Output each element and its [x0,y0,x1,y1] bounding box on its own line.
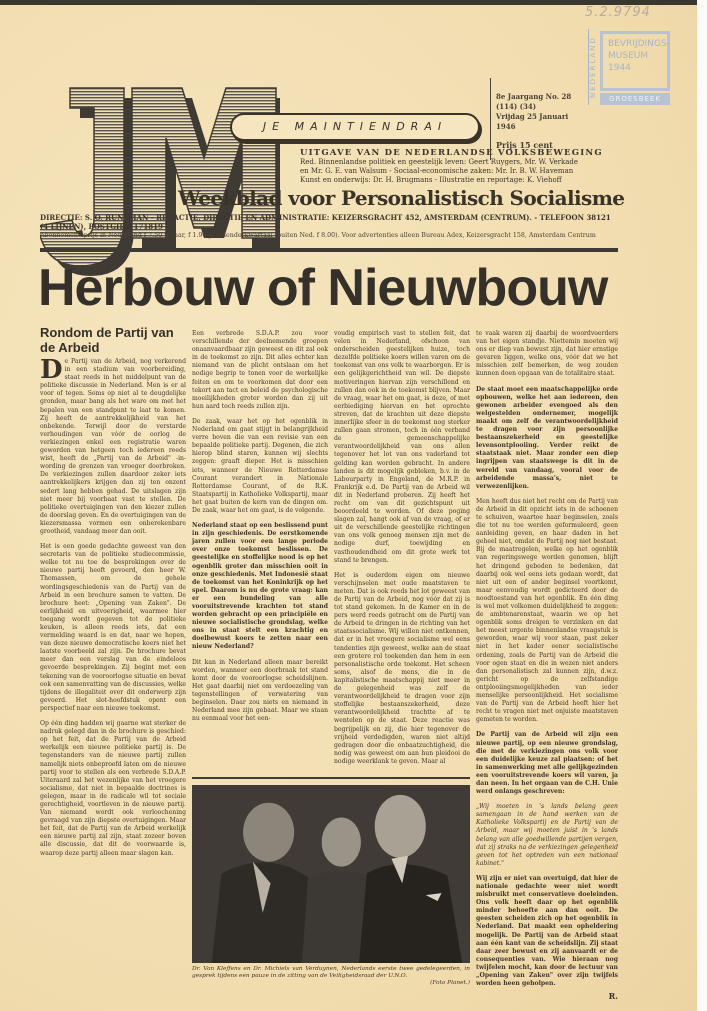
stamp-bottom-text: GROESBEEK [600,93,670,105]
stamp-line: BEVRIJDINGS- [608,39,670,49]
article-column-1 [40,355,186,865]
paragraph: Een verbrede S.D.A.P. zou voor verschillende der deelnemende groepen onaanvaardbaar zijn geweest en dit zal ook in de toekomst zo zijn. Dit alles echter kan niemand van de plicht ontslaan om het nodige begrip te tonen voor de werkelijke feiten en om te voorkomen dat door een tekort aan tact en beleid de psychologische moeilijkheden groter worden dan zij uit hun aard toch reeds zullen zijn. [192,330,328,410]
stamp-line: 1944 [608,63,631,73]
paper-subtitle: Weekblad voor Personalistisch Socialisme [178,186,625,210]
paragraph: te vaak waren zij daarbij de woordvoerders van het eigen standje. Niettemin moeten wij ons er diep van bewust zijn, dat hier ernstige gevaren liggen, welke ons, vóór dat we het misschien zelf bemerken, de weg zouden kunnen doen opgaan van de totalitaire staat. [476,330,618,378]
photo-block [192,777,470,987]
subscription-line: Abonnementsprijs in Nederland f 7.50 p. jaar, f 1.90 p. kalenderkwartaal (buiten Ned. f 8.00). Voor advertenties alleen Bureau Adex, Keizersgracht 158, Amsterdam Centrum [40,232,596,239]
publisher-block [300,148,618,185]
paragraph: Op één ding hadden wij gaarne wat sterker de nadruk gelegd dan in de brochure is geschied: op het feit, dat de Partij van de Arbeid werkelijk een nieuwe politieke partij is. De tegenstanders van de nieuwe partij zullen namelijk niets onbeproefd laten om de nieuwe partij voor te stellen als een verbrede S.D.A.P. Uiteraard zal het wezenlijke van het vroegere socialisme, dat niet in bepaalde doctrines is gelegen, maar in de radicale wil tot sociale gerechtigheid, voortleven in de nieuwe partij. Van niemand wordt ook verloochening gevraagd van zijn diepste overtuigingen. Maar het feit, dat de Partij van de Arbeid werkelijk een nieuwe partij zal zijn, staat zozeer boven alle discussie, dat dit de voorwaarde is, waarop deze partij alleen maar slagen kan. [40,720,186,857]
paragraph-bold: De Partij van de Arbeid wil zijn een nieuwe partij, op een nieuwe grondslag, die met de verkiezingen ons volk voor een duidelijke keuze zal plaatsen: of het in samenwerking met alle gelijkgezinden een vooruitstrevende koers wil varen, ja dan neen. In het orgaan van de C.H. Unie werd onlangs geschreven: [476,731,618,796]
scan-right-edge [697,0,707,1011]
issue-number: 8e Jaargang No. 28 (114) (34) [496,92,572,111]
paragraph: voudig empirisch vast te stellen feit, dat velen in Nederland, ofschoon van onderscheiden geestelijken huize, toch dezelfde politieke koers willen varen om de toekomst van ons volk te waarborgen. Er is een gelijkgerichtheid van wil. De diepste motiveringen hiervan zijn verschillend en zullen dan ook in de toekomst blijven. Maar de vraag, waar het om gaat, is deze, of met eerbiediging hiervan en het oprechte streven, dat de krachten uit deze diepste innerlijke sfeer in de toekomst nog sterker zullen gaan stromen, toch in één verband de gemeenschappelijke verantwoordelijkheid van ons allen tegenover het lot van ons vaderland tot gelding kan worden gebracht. In andere landen is dit mogelijk gebleken, b.v. in de Labourparty in Engeland, de M.R.P. in Frankrijk e.d. De Partij van de Arbeid wil dit in Nederland proberen. Zij heeft het recht om van dit gezichtspunt uit beoordeeld te worden. Of deze poging slagen zal, hangt ook af van de vraag, of er uit de verschillende geestelijke richtingen van ons volk genoeg mensen zijn met de nodige durf, toewijding en vasthoudendheid om dit grote werk tot stand te brengen. [334,330,470,564]
issue-price: Prijs 15 cent [496,140,553,150]
photo-credit: (Foto Planet.) [430,980,470,986]
museum-stamp [588,27,674,107]
news-photo [192,785,470,963]
issue-info [496,92,582,150]
jm-logo [40,58,280,288]
article-kicker: Rondom de Partij van de Arbeid [40,325,174,355]
quote-paragraph: „Wij moeten in 's lands belang geen samengaan in de hand werken van de Katholieke Volkspartij en de Partij van de Arbeid, maar wij moeten juist in 's lands belang van alle goedwillende partijen vergen, dat zij straks na de verkiezingen gelegenheid geven tot het optreden van een nationaal kabinet." [476,803,618,867]
paragraph-bold: Wij zijn er niet van overtuigd, dat hier de nationale gedachte weer niet wordt misbruikt met conservatieve doeleinden. Ons volk heeft daar op het ogenblik minder behoefte aan dan ooit. De geesten scheiden zich op het ogenblik in Nederland. Dat maakt een opheldering mogelijk. De Partij van de Arbeid staat aan één kant van de scheidslijn. Zij staat daar zeer bewust en zij aanvaardt er de consequenties van. Wie hieraan nog twijfelen mocht, kan door de lectuur van „Opening van Zaken" over zijn twijfels worden heen geholpen. [476,874,618,988]
issue-date: Vrijdag 25 Januari 1946 [496,112,569,131]
paragraph: De zaak, waar het op het ogenblik in Nederland om gaat stijgt in belangrijkheid verre boven die van een revisie van een bepaalde politieke partij. Degenen, die zich hierop blind staren, kunnen wij slechts zeggen: graaft dieper. Het is misschien iets, wanneer de Nieuwe Rotterdamse Courant verandert in Nationale Rotterdamse Courant, of de R.K. Staatspartij in Katholieke Volkspartij, maar het gaat buiten de kern van de dingen om. De zaak, waar het om gaat, is de volgende. [192,417,328,514]
paragraph: Het is een goede gedachte geweest van den secretaris van de politieke studiecommissie, welke tot nu toe de besprekingen over de nieuwe partij heeft gevoerd, den heer W. Thomassen, om de gehele wordingsgeschiedenis van de Partij van de Arbeid in een brochure samen te vatten. De brochure heet: „Opening van Zaken". De eerlijkheid en uitvoerigheid, waarmee hier toegang wordt gegeven tot de politieke keuken, is alleen reeds iets, dat een vermelding waard is en dat, naar we hopen, van deze nieuwe democratische koers niet het laatste voorbeeld zal zijn. De brochure bevat meer dan een verslag van de eindeloos gevoerde besprekingen. Zij begint met een tekening van de vooroorlogse situatie en bevat ook een samenvatting van de discussies, welke tijdens de illegaliteit over dit onderwerp zijn gevoerd. Het slot-hoofdstuk opent een perspectief naar een nieuwe toekomst. [40,543,186,712]
author-signature: R. [608,991,618,1002]
direction-line: DIRECTIE: S. O. RUNEMAN - REDACTIE, DIRECTIE EN ADMINISTRATIE: KEIZERSGRACHT 452, AMSTERDAM (CENTRUM). - TELEFOON 38121 (4 LIJNEN), POSTGIRO 171819 [40,213,611,231]
editors-line: Kunst en onderwijs: Dr. H. Brugmans - Illustratie en reportage: K. Viehoff [300,176,562,184]
motto-banner: JE MAINTIENDRAI [230,113,480,141]
paragraph: Men heeft dus niet het recht om de Partij van de Arbeid in dit opzicht iets in de schoenen te schuiven, waartoe haar beginselen, zoals die tot nu toe werden geformuleerd, geen aanleiding geven, en haar daden in het geheel niet, omdat de Partij nog niet bestaat. Bij de maatregelen, welke op het ogenblik van regeringswege worden genomen, blijft het dringend geboden te bedenken, dat daarbij ook wel eens iets gedaan wordt, dat niet uit een of ander beginsel voortkomt, maar eenvoudig wordt gedicteerd door de noodtoestand van het ogenblik. En één ding is wel met volkomen duidelijkheid te zeggen: de ambtenarenstaat, waarin we op het ogenblik soms dreigen te verzinken en dat het meest urgente binnenlandse vraagstuk is geworden, waar wij voor staan, past zeker niet in het kader eener socialistische ordening, zoals de Partij van de Arbeid die voor ogen staat en die in wezen niet anders dan personalistisch zal kunnen zijn, d.w.z. gericht op de zelfstandige ontplooiingsmogelijkheden van ieder menselijke persoonlijkheid. Het socialisme van de Partij van de Arbeid heeft hier het recht te vragen niet met onjuiste maatstaven gemeten te worden. [476,497,618,724]
article-column-3 [334,330,470,773]
paragraph-bold: De staat moet een maatschappelijke orde opbouwen, welke het aan iedereen, den gewonen arbeider evengoed als den welgestelden ondernemer, mogelijk maakt om zelf de verantwoordelijkheid te dragen voor zijn persoonlijke bestaanszekerheid en geestelijke levensontplooiing. Verder reikt de staatstaak niet. Maar zonder een diep ingrijpen van staatswege is dit in de wereld van vandaag, vooral voor de arbeidende massa's, niet te verwezenlijken. [476,385,618,490]
drop-cap: D [40,355,63,385]
editors-line: Red. Binnenlandse politiek en geestelijk leven: Geert Ruygers, Mr. W. Verkade [300,158,579,166]
article-column-2 [192,330,328,730]
paragraph: Dit kan in Nederland alleen maar bereikt worden, wanneer een doorbraak tot stand komt door de vooroorlogse scheidslijnen. Het gaat daarbij niet om verdoezeling van tegenstellingen of verwatering van beginselen. Daar zou niets en niemand in Nederland mee zijn gebaat. Maar we staan nu eenmaal voor het een- [192,658,328,723]
photo-caption [192,966,470,987]
stamp-side-text: NEDERLAND [588,29,597,105]
archive-number: 5.2.9794 [585,5,651,20]
stamp-line: MUSEUM [608,51,649,61]
paragraph-bold: Nederland staat op een beslissend punt in zijn geschiedenis. De eerstkomende jaren zullen voor een lange periode over onze toekomst beslissen. De geestelijke en stoffelijke nood is op het ogenblik groter dan misschien ooit in onze geschiedenis. Met Indonesië staat de toekomst van het Koninkrijk op het spel. Daarom is nu de grote vraag: kan er een bundeling van alle vooruitstrevende krachten tot stand worden gebracht op een principiële en nieuwe socialistische grondslag, welke ons in staat stelt een krachtig en doelbewust koers te zetten naar een nieuw Nederland? [192,522,328,651]
publisher-name: UITGAVE VAN DE NEDERLANDSE VOLKSBEWEGING [300,148,603,158]
paragraph: e Partij van de Arbeid, nog verkerend in een stadium van voorbereiding, staat reeds in het middelpunt van de politieke discussie in Nederland. Men is er al voor of tegen. Soms op niet al te deugdelijke gronden, maar bang als het ware om met het bepalen van een standpunt te laat te komen. Zij heeft de aantrekkelijkheid van het onbekende. Terwijl door de verstarde verhoudingen van vóór de oorlog de verkiezingen enkel een registratie waren geworden van hetgeen toch iedereen reeds wist, heeft de „Partij van de Arbeid" -in-wording de grenzen van vroeger doorbroken. De verkiezingen zullen daardoor zeker iets aantrekkelijkers krijgen dan zij ten onzent sedert lang hebben gehad. De uitslagen zijn niet meer bij voorbaat vast te stellen. De politieke overtuigingen van den kiezer zullen de doorslag geven. En de overtuigingen van de kiezersmassa vormen een onberekenbare grootheid, vandaag meer dan ooit. [40,358,186,535]
article-column-4 [476,330,618,1001]
photo-rule [192,777,470,779]
editors-line: en Mr. G. E. van Walsum - Sociaal-economische zaken: Mr. Ir. B. W. Haveman [300,167,574,175]
caption-text: Dr. Van Kleffens en Dr. Michiels van Verduynen, Nederlands eerste twee gedelegeerden, in gesprek tijdens een pauze in de zitting van de Veiligheidsraad der U.N.O. [192,966,470,979]
masthead-rule [40,248,618,252]
article-headline: Herbouw of Nieuwbouw [38,259,608,317]
stamp-box [600,31,670,91]
paragraph: Het is ouderdom eigen om nieuwe verschijnselen met oude maatstaven te meten. Dat is ook reeds het lot geweest van de Partij van de Arbeid, nog vóór dat zij is tot stand gekomen. In de Kamer en in de pers werd reeds getracht om de Partij van de Arbeid te dringen in de richting van het staatssocialisme. Wij willen niet ontkennen, dat er in het vroegere socialisme wel eens tendenties zijn geweest, welke aan de staat een grotere rol toekenden dan hem in een personalistische orde toekomt. Het scheen soms, alsof de mens, die in de kapitalistische maatschappij niet meer in de gelegenheid was zelf de verantwoordelijkheid te dragen voor zijn stoffelijke bestaanszekerheid, deze verantwoordelijkheid trachtte af te wentelen op de staat. Deze reactie was begrijpelijk en zij, die hier tegenover de vrijheid verdedigden, waren niet altijd gedragen door die onbaatzuchtigheid, die nodig was geweest om aan hun pleidooi de nodige weerklank te geven. Maar al [334,571,470,765]
